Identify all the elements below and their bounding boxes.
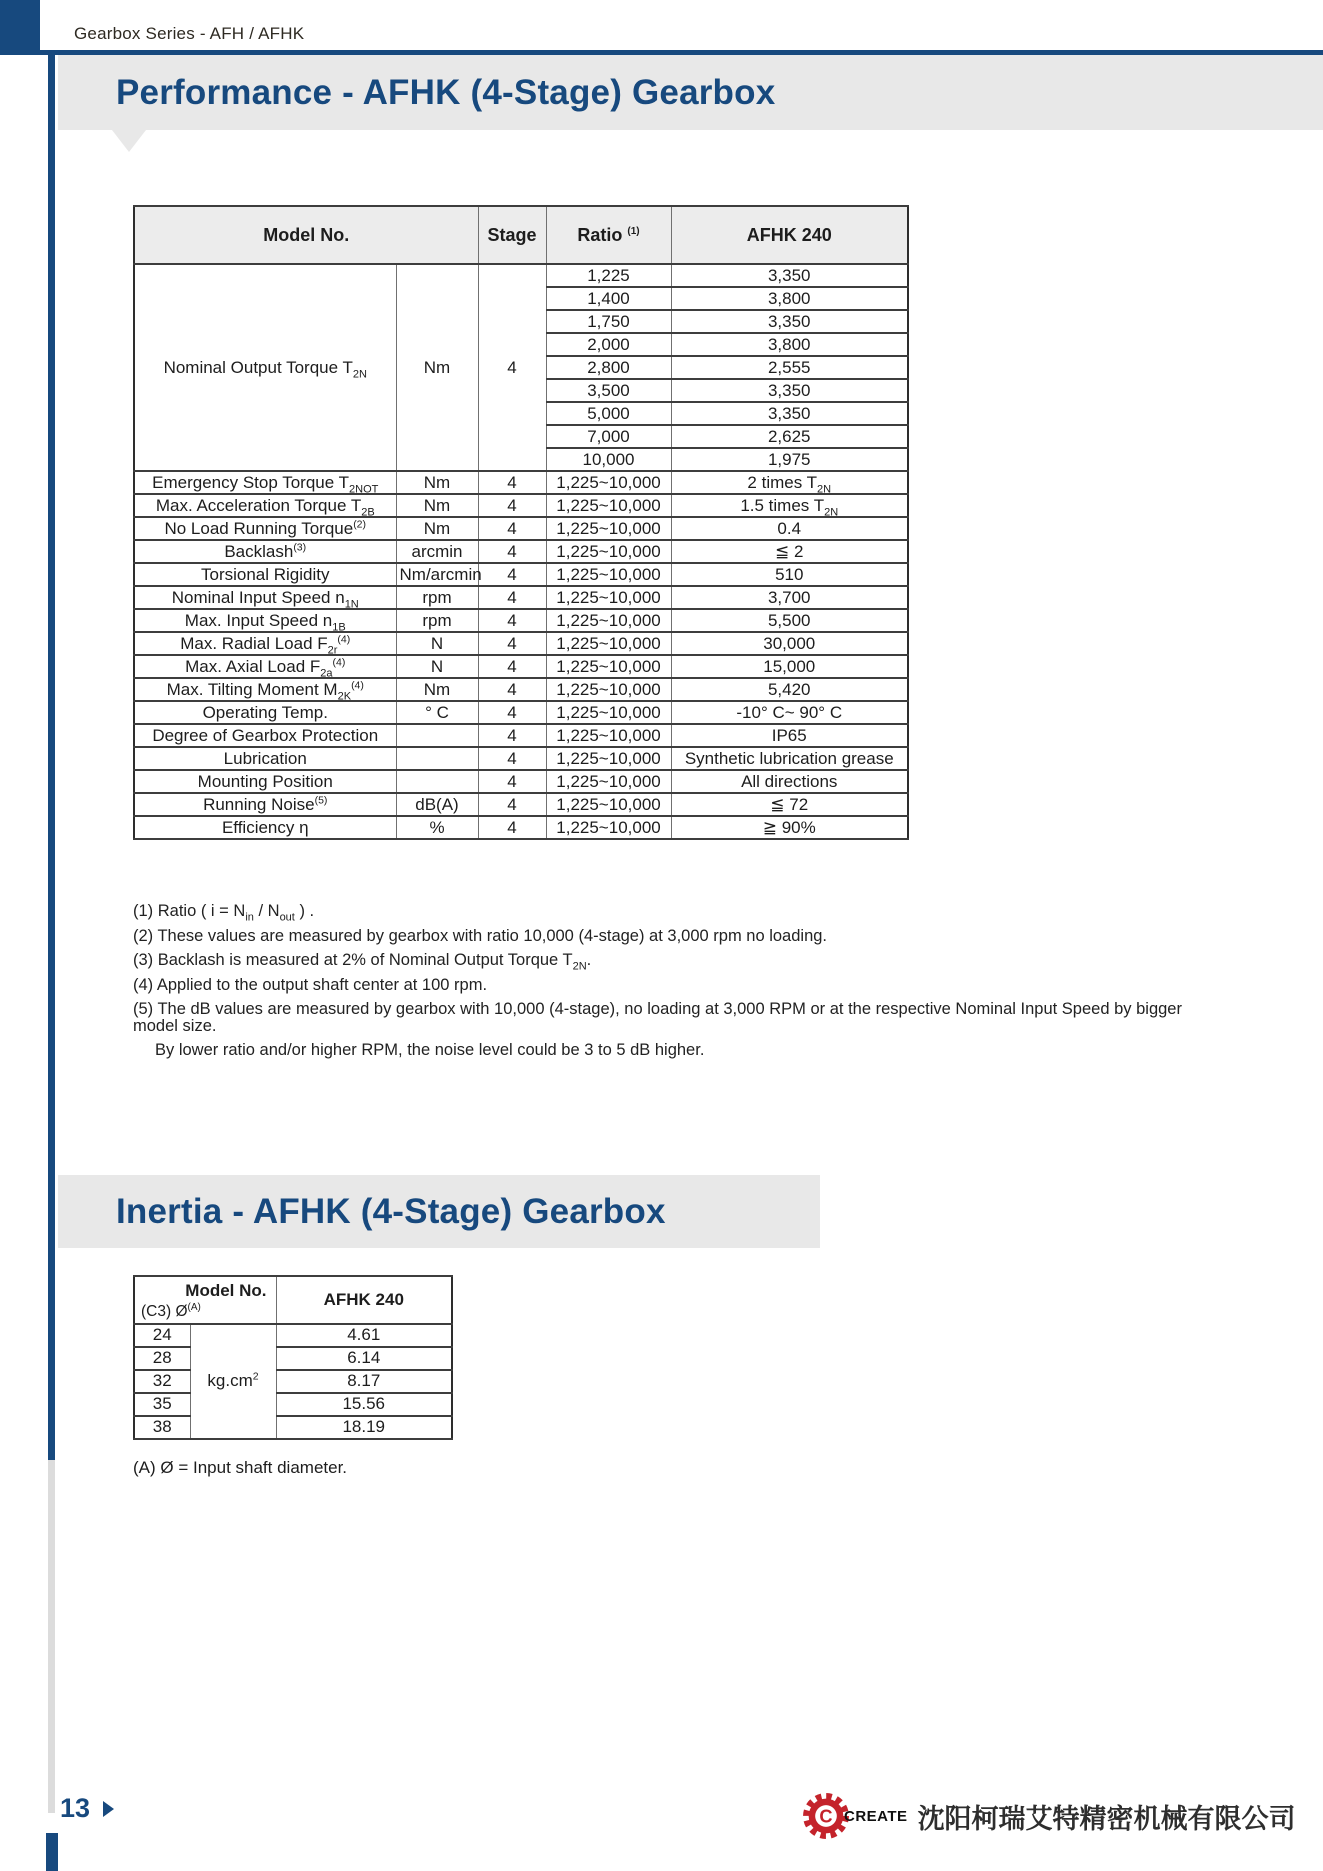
unit-cell [396,724,478,747]
unit-cell [396,747,478,770]
ratio-cell: 1,225~10,000 [546,816,671,839]
table-row [134,701,908,724]
ratio-cell: 1,225~10,000 [546,655,671,678]
table-row [134,609,908,632]
value-cell: 3,350 [671,264,908,287]
ratio-cell: 1,225~10,000 [546,494,671,517]
performance-banner [58,55,1323,130]
unit-cell: dB(A) [396,793,478,816]
performance-notes [133,903,1213,1067]
value-cell: 30,000 [671,632,908,655]
param-label-cell: Running Noise$^{(5)}$ [134,793,396,816]
table-row [134,586,908,609]
corner-accent [0,0,40,55]
param-label-cell: Nominal Output Torque $T_{2N}$ [134,264,396,471]
unit-cell: Nm/arcmin [396,563,478,586]
stage-cell: 4 [478,816,546,839]
inertia-corner-cell [134,1276,276,1324]
ratio-cell: 1,750 [546,310,671,333]
ratio-cell: 1,225~10,000 [546,747,671,770]
inertia-value-cell: 18.19 [276,1416,452,1439]
stage-cell: 4 [478,540,546,563]
series-label: Gearbox Series - AFH / AFHK [74,24,305,43]
ratio-cell: 3,500 [546,379,671,402]
ratio-cell: 1,225~10,000 [546,586,671,609]
ratio-cell: 1,225~10,000 [546,609,671,632]
ratio-cell: 2,800 [546,356,671,379]
table-row [134,540,908,563]
ratio-cell: 7,000 [546,425,671,448]
stage-cell: 4 [478,563,546,586]
value-cell: All directions [671,770,908,793]
ratio-cell: 1,400 [546,287,671,310]
unit-cell: Nm [396,471,478,494]
left-accent-line [48,55,55,1460]
inertia-header-row [134,1276,452,1324]
page-number: 13 [60,1793,91,1823]
value-cell: ≦ 2 [671,540,908,563]
inertia-note: (A) Ø = Input shaft diameter. [133,1458,348,1477]
col-header-model: Model No. [134,206,478,264]
table-row [134,632,908,655]
table-row [134,471,908,494]
unit-cell: Nm [396,678,478,701]
value-cell: ≧ 90% [671,816,908,839]
inertia-value-cell: 6.14 [276,1347,452,1370]
ratio-cell: 1,225~10,000 [546,678,671,701]
bottom-left-accent [46,1833,58,1871]
table-row [134,1393,452,1416]
value-cell: 3,800 [671,333,908,356]
page-arrow-icon [103,1801,114,1817]
inertia-value-cell: 8.17 [276,1370,452,1393]
table-row [134,264,908,287]
ratio-cell: 1,225~10,000 [546,701,671,724]
ratio-cell: 2,000 [546,333,671,356]
ratio-cell: 1,225~10,000 [546,770,671,793]
stage-cell: 4 [478,655,546,678]
unit-cell: Nm [396,264,478,471]
stage-cell: 4 [478,701,546,724]
value-cell: 510 [671,563,908,586]
banner-notch [112,130,146,152]
stage-cell: 4 [478,471,546,494]
param-label-cell: Lubrication [134,747,396,770]
logo-text: CREATE [844,1807,908,1825]
table-row [134,1324,452,1347]
ratio-cell: 1,225~10,000 [546,517,671,540]
table-row [134,747,908,770]
value-cell: 3,800 [671,287,908,310]
col-header-ratio: Ratio $^{(1)}$ [546,206,671,264]
ratio-cell: 1,225~10,000 [546,540,671,563]
value-cell: 2 times $T_{2N}$ [671,471,908,494]
unit-cell: N [396,632,478,655]
stage-cell: 4 [478,586,546,609]
table-row [134,563,908,586]
table-row [134,1416,452,1439]
col-header-stage: Stage [478,206,546,264]
stage-cell: 4 [478,632,546,655]
note-5: (5) The dB values are measured by gearbox with 10,000 (4-stage), no loading at 3,000 RPM or at the respective Nominal Input Speed by bigger model size. [133,1000,1182,1035]
col-header-afhk240: AFHK 240 [671,206,908,264]
table-row [134,494,908,517]
ratio-cell: 10,000 [546,448,671,471]
page-number-block [60,1793,114,1824]
value-cell: 3,350 [671,379,908,402]
note-3: (3) Backlash is measured at 2% of Nominal Output Torque $T_{2N}$. [133,951,592,973]
param-label-cell: Torsional Rigidity [134,563,396,586]
stage-cell: 4 [478,517,546,540]
stage-cell: 4 [478,609,546,632]
note-1: (1) Ratio ( $i = N_{in} / N_{out}$ ) . [133,902,315,924]
shaft-size-cell: 32 [134,1370,190,1393]
unit-cell: Nm [396,517,478,540]
value-cell: 5,420 [671,678,908,701]
param-label-cell: Emergency Stop Torque $T_{2NOT}$ [134,471,396,494]
company-name: 沈阳柯瑞艾特精密机械有限公司 [917,1803,1296,1834]
ratio-cell: 1,225~10,000 [546,724,671,747]
table-row [134,655,908,678]
ratio-cell: 5,000 [546,402,671,425]
shaft-size-cell: 35 [134,1393,190,1416]
inertia-title: Inertia - AFHK (4-Stage) Gearbox [116,1191,666,1231]
value-cell: 2,555 [671,356,908,379]
stage-cell: 4 [478,678,546,701]
param-label-cell: Mounting Position [134,770,396,793]
param-label-cell: Max. Input Speed $n_{1B}$ [134,609,396,632]
table-row [134,678,908,701]
corner-label-shaft: (C3) $Ø^{(A)}$ [141,1301,201,1320]
value-cell: 1.5 times $T_{2N}$ [671,494,908,517]
unit-cell: rpm [396,586,478,609]
stage-cell: 4 [478,747,546,770]
param-label-cell: No Load Running Torque$^{(2)}$ [134,517,396,540]
unit-cell: Nm [396,494,478,517]
stage-cell: 4 [478,793,546,816]
inertia-table [133,1275,453,1440]
table-row [134,517,908,540]
value-cell: 2,625 [671,425,908,448]
inertia-col-header-afhk240: AFHK 240 [276,1276,452,1324]
stage-cell: 4 [478,770,546,793]
value-cell: 15,000 [671,655,908,678]
performance-table [133,205,909,840]
ratio-cell: 1,225~10,000 [546,563,671,586]
ratio-cell: 1,225 [546,264,671,287]
note-5-continued: By lower ratio and/or higher RPM, the noise level could be 3 to 5 dB higher. [155,1041,705,1059]
value-cell: -10° C~ 90° C [671,701,908,724]
shaft-size-cell: 28 [134,1347,190,1370]
stage-cell: 4 [478,494,546,517]
value-cell: 3,350 [671,402,908,425]
left-accent-line-gray [48,1460,55,1813]
param-label-cell: Degree of Gearbox Protection [134,724,396,747]
stage-cell: 4 [478,724,546,747]
table-row [134,1370,452,1393]
value-cell: ≦ 72 [671,793,908,816]
ratio-cell: 1,225~10,000 [546,632,671,655]
table-row [134,724,908,747]
company-logo [800,1790,1296,1842]
unit-cell [396,770,478,793]
shaft-size-cell: 24 [134,1324,190,1347]
param-label-cell: Backlash$^{(3)}$ [134,540,396,563]
unit-cell: arcmin [396,540,478,563]
param-label-cell: Max. Radial Load $F_{2r}^{(4)}$ [134,632,396,655]
inertia-value-cell: 15.56 [276,1393,452,1416]
ratio-cell: 1,225~10,000 [546,793,671,816]
inertia-unit-cell: $kg.cm^2$ [190,1324,276,1439]
table-row [134,793,908,816]
unit-cell: N [396,655,478,678]
table-row [134,1347,452,1370]
value-cell: 1,975 [671,448,908,471]
param-label-cell: Nominal Input Speed $n_{1N}$ [134,586,396,609]
value-cell: 3,700 [671,586,908,609]
unit-cell: ° C [396,701,478,724]
value-cell: 0.4 [671,517,908,540]
shaft-size-cell: 38 [134,1416,190,1439]
table-row [134,770,908,793]
note-2: (2) These values are measured by gearbox with ratio 10,000 (4-stage) at 3,000 rpm no loading. [133,926,828,945]
param-label-cell: Operating Temp. [134,701,396,724]
ratio-cell: 1,225~10,000 [546,471,671,494]
value-cell: 5,500 [671,609,908,632]
table-row [134,816,908,839]
performance-title: Performance - AFHK (4-Stage) Gearbox [116,72,776,112]
inertia-banner [58,1175,820,1248]
value-cell: 3,350 [671,310,908,333]
param-label-cell: Max. Acceleration Torque $T_{2B}$ [134,494,396,517]
corner-label-model: Model No. [185,1281,267,1300]
param-label-cell: Max. Axial Load $F_{2a}^{(4)}$ [134,655,396,678]
value-cell: IP65 [671,724,908,747]
param-label-cell: Efficiency η [134,816,396,839]
unit-cell: rpm [396,609,478,632]
table-header-row [134,206,908,264]
param-label-cell: Max. Tilting Moment $M_{2K}^{(4)}$ [134,678,396,701]
svg-text:C: C [819,1806,833,1827]
unit-cell: % [396,816,478,839]
stage-cell: 4 [478,264,546,471]
note-4: (4) Applied to the output shaft center at 100 rpm. [133,975,488,994]
value-cell: Synthetic lubrication grease [671,747,908,770]
inertia-value-cell: 4.61 [276,1324,452,1347]
